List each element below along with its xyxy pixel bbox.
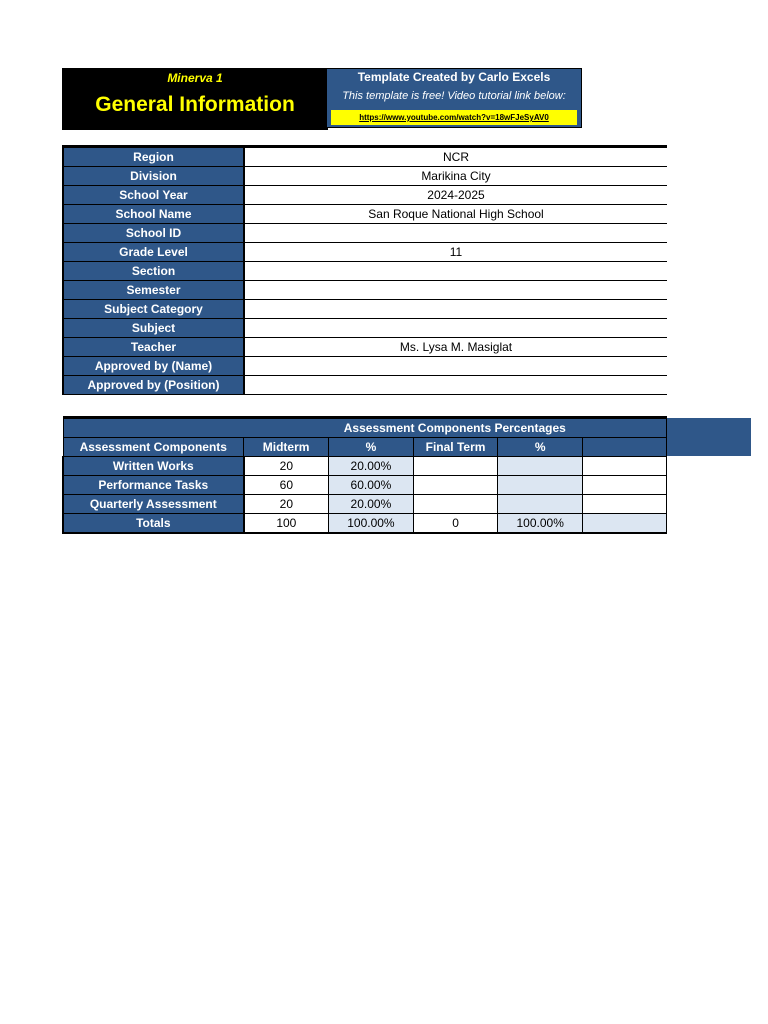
blank-cell <box>582 495 666 514</box>
info-label: Semester <box>63 281 244 300</box>
template-subtitle: Minerva 1 <box>167 71 223 85</box>
totals-label: Totals <box>63 514 244 534</box>
totals-final: 0 <box>413 514 498 534</box>
table-row <box>63 476 667 495</box>
assessment-title-row <box>63 418 667 438</box>
info-row <box>63 186 667 205</box>
info-row <box>63 243 667 262</box>
info-value[interactable]: Marikina City <box>244 167 667 186</box>
midterm-value[interactable]: 20 <box>244 457 329 476</box>
info-label: Teacher <box>63 338 244 357</box>
final-value[interactable] <box>413 457 498 476</box>
assessment-table <box>62 416 667 534</box>
totals-row <box>63 514 667 534</box>
info-row <box>63 376 667 395</box>
info-value[interactable] <box>244 224 667 243</box>
final-pct <box>498 476 583 495</box>
info-label: School Year <box>63 186 244 205</box>
credit-title: Template Created by Carlo Excels <box>357 70 551 84</box>
final-pct <box>498 457 583 476</box>
info-label: Approved by (Name) <box>63 357 244 376</box>
info-value[interactable] <box>244 300 667 319</box>
info-label: Section <box>63 262 244 281</box>
info-value[interactable] <box>244 376 667 395</box>
info-row <box>63 319 667 338</box>
info-value[interactable] <box>244 357 667 376</box>
info-label: Subject <box>63 319 244 338</box>
assessment-title-spacer <box>63 418 244 438</box>
midterm-pct: 20.00% <box>329 495 414 514</box>
component-name: Performance Tasks <box>63 476 244 495</box>
info-value[interactable]: 2024-2025 <box>244 186 667 205</box>
title-block <box>62 68 328 130</box>
table-row <box>63 457 667 476</box>
assessment-header-row <box>63 438 667 457</box>
info-label: Subject Category <box>63 300 244 319</box>
info-value[interactable] <box>244 319 667 338</box>
midterm-value[interactable]: 60 <box>244 476 329 495</box>
blank-cell <box>582 457 666 476</box>
table-row <box>63 495 667 514</box>
info-label: Region <box>63 147 244 167</box>
credit-note: This template is free! Video tutorial link below: <box>342 90 566 102</box>
info-row <box>63 262 667 281</box>
assessment-title: Assessment Components Percentages <box>244 418 667 438</box>
midterm-pct: 60.00% <box>329 476 414 495</box>
component-name: Quarterly Assessment <box>63 495 244 514</box>
info-row <box>63 338 667 357</box>
info-value[interactable]: Ms. Lysa M. Masiglat <box>244 338 667 357</box>
info-label: Division <box>63 167 244 186</box>
info-row <box>63 147 667 167</box>
component-name: Written Works <box>63 457 244 476</box>
col-header-final-pct: % <box>498 438 583 457</box>
info-value[interactable]: San Roque National High School <box>244 205 667 224</box>
info-value[interactable]: NCR <box>244 147 667 167</box>
general-info-table <box>62 145 667 395</box>
info-row <box>63 224 667 243</box>
info-label: School ID <box>63 224 244 243</box>
totals-midterm-pct: 100.00% <box>329 514 414 534</box>
col-header-final: Final Term <box>413 438 498 457</box>
final-value[interactable] <box>413 495 498 514</box>
col-header-components: Assessment Components <box>63 438 244 457</box>
info-value[interactable]: 11 <box>244 243 667 262</box>
final-pct <box>498 495 583 514</box>
info-row <box>63 300 667 319</box>
midterm-value[interactable]: 20 <box>244 495 329 514</box>
col-header-blank <box>582 438 666 457</box>
info-label: School Name <box>63 205 244 224</box>
header-band-overflow <box>667 418 751 456</box>
col-header-midterm: Midterm <box>244 438 329 457</box>
page-title: General Information <box>95 93 295 116</box>
info-value[interactable] <box>244 262 667 281</box>
final-value[interactable] <box>413 476 498 495</box>
credit-block <box>326 68 582 128</box>
info-label: Approved by (Position) <box>63 376 244 395</box>
totals-final-pct: 100.00% <box>498 514 583 534</box>
midterm-pct: 20.00% <box>329 457 414 476</box>
blank-cell <box>582 476 666 495</box>
info-row <box>63 281 667 300</box>
totals-midterm: 100 <box>244 514 329 534</box>
info-row <box>63 205 667 224</box>
tutorial-link[interactable]: https://www.youtube.com/watch?v=18wFJeSyAV0 <box>331 110 577 125</box>
info-value[interactable] <box>244 281 667 300</box>
info-label: Grade Level <box>63 243 244 262</box>
info-row <box>63 167 667 186</box>
info-row <box>63 357 667 376</box>
blank-cell <box>582 514 666 534</box>
col-header-midterm-pct: % <box>329 438 414 457</box>
